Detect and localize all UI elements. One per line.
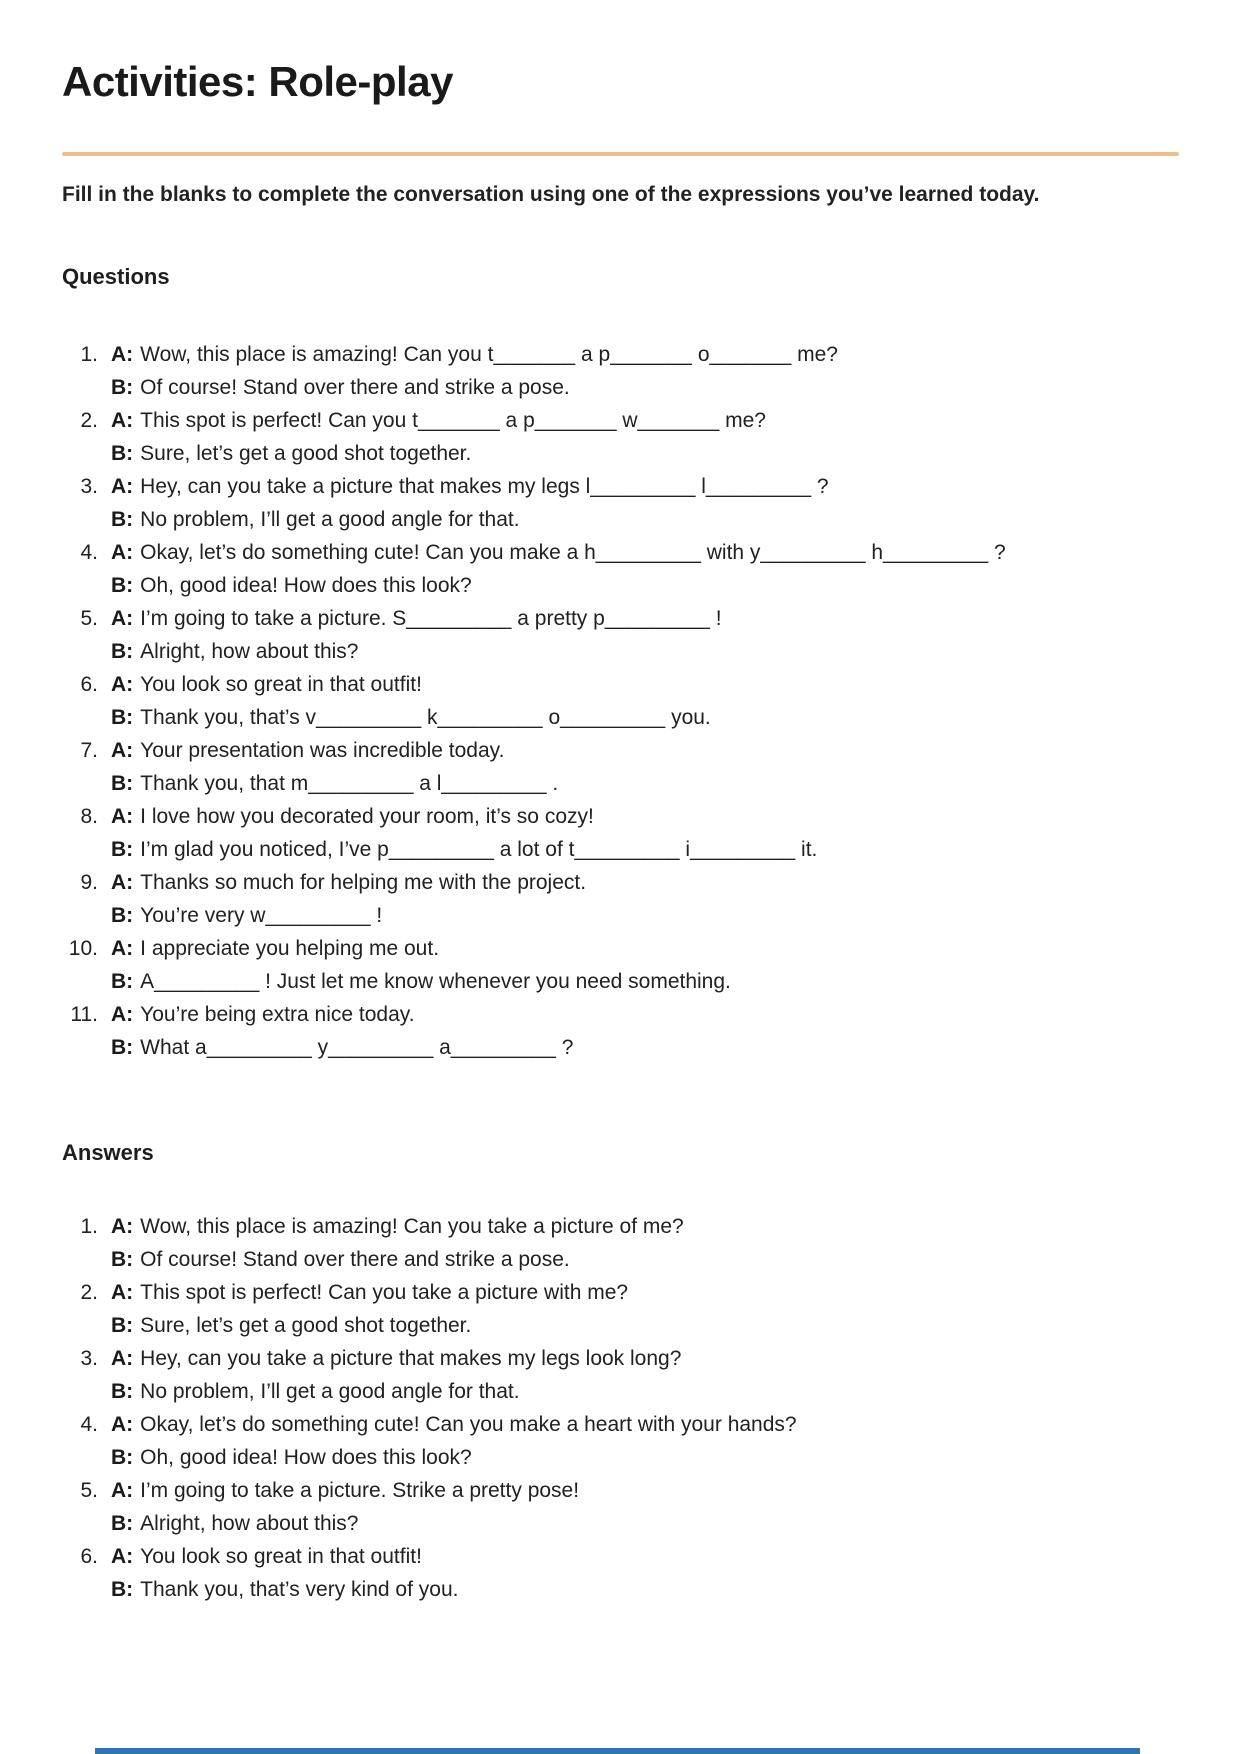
dialog-line-a — [62, 998, 1179, 1031]
dialog-b-text: Thank you, that m_________ a l_________ . — [140, 772, 559, 795]
dialog-line-b — [62, 899, 1179, 932]
item-number: 5. — [80, 1479, 98, 1502]
speaker-b-label: B: — [111, 1248, 134, 1271]
instruction-text: Fill in the blanks to complete the conversation using one of the expressions you’ve learned today. — [62, 183, 1040, 206]
speaker-b-label: B: — [111, 376, 134, 399]
dialog-line-a — [62, 536, 1179, 569]
dialog-item — [62, 800, 1179, 866]
speaker-a-label: A: — [111, 1545, 134, 1568]
dialog-line-b — [62, 767, 1179, 800]
speaker-b-label: B: — [111, 442, 134, 465]
dialog-line-b — [62, 965, 1179, 998]
speaker-b-label: B: — [111, 508, 134, 531]
item-number: 11. — [70, 1003, 98, 1026]
dialog-line-b — [62, 569, 1179, 602]
dialog-a-text: Wow, this place is amazing! Can you take a picture of me? — [140, 1215, 684, 1238]
speaker-a-label: A: — [111, 739, 134, 762]
dialog-line-a — [62, 1210, 1179, 1243]
page-title: Activities: Role-play — [62, 58, 453, 105]
answers-heading: Answers — [62, 1140, 154, 1165]
dialog-line-a — [62, 1474, 1179, 1507]
dialog-line-b — [62, 701, 1179, 734]
dialog-a-text: Wow, this place is amazing! Can you t_______ a p_______ o_______ me? — [140, 343, 838, 366]
item-number: 1. — [80, 343, 98, 366]
answers-section — [62, 1140, 1179, 1606]
item-number: 2. — [80, 1281, 98, 1304]
dialog-a-text: I’m going to take a picture. Strike a pretty pose! — [140, 1479, 580, 1502]
dialog-line-b — [62, 437, 1179, 470]
page-bottom-bar — [95, 1748, 1140, 1754]
dialog-a-text: This spot is perfect! Can you take a picture with me? — [140, 1281, 629, 1304]
dialog-line-a — [62, 866, 1179, 899]
dialog-line-b — [62, 371, 1179, 404]
speaker-a-label: A: — [111, 1479, 134, 1502]
dialog-line-a — [62, 1540, 1179, 1573]
dialog-line-a — [62, 470, 1179, 503]
dialog-b-text: Of course! Stand over there and strike a pose. — [140, 1248, 570, 1271]
dialog-a-text: You look so great in that outfit! — [140, 1545, 422, 1568]
speaker-b-label: B: — [111, 706, 134, 729]
dialog-a-text: This spot is perfect! Can you t_______ a p_______ w_______ me? — [140, 409, 766, 432]
speaker-a-label: A: — [111, 1281, 134, 1304]
dialog-item — [62, 1210, 1179, 1276]
dialog-item — [62, 602, 1179, 668]
dialog-b-text: A_________ ! Just let me know whenever you need something. — [140, 970, 731, 993]
speaker-b-label: B: — [111, 1380, 134, 1403]
accent-rule — [62, 152, 1179, 156]
dialog-b-text: You’re very w_________ ! — [140, 904, 383, 927]
dialog-item — [62, 536, 1179, 602]
speaker-a-label: A: — [111, 871, 134, 894]
dialog-item — [62, 1474, 1179, 1540]
speaker-b-label: B: — [111, 1578, 134, 1601]
dialog-b-text: Alright, how about this? — [140, 1512, 359, 1535]
speaker-b-label: B: — [111, 574, 134, 597]
dialog-b-text: Thank you, that’s v_________ k_________ o_________ you. — [140, 706, 711, 729]
dialog-b-text: Sure, let’s get a good shot together. — [140, 442, 472, 465]
item-number: 4. — [80, 541, 98, 564]
dialog-b-text: Of course! Stand over there and strike a pose. — [140, 376, 570, 399]
dialog-b-text: Thank you, that’s very kind of you. — [140, 1578, 459, 1601]
questions-section — [62, 264, 1179, 1064]
dialog-a-text: Thanks so much for helping me with the project. — [140, 871, 587, 894]
dialog-b-text: What a_________ y_________ a_________ ? — [140, 1036, 574, 1059]
speaker-a-label: A: — [111, 409, 134, 432]
dialog-a-text: Okay, let’s do something cute! Can you make a h_________ with y_________ h_________ ? — [140, 541, 1006, 564]
dialog-item — [62, 932, 1179, 998]
speaker-a-label: A: — [111, 1003, 134, 1026]
dialog-b-text: Oh, good idea! How does this look? — [140, 574, 472, 597]
item-number: 2. — [80, 409, 98, 432]
dialog-item — [62, 1408, 1179, 1474]
dialog-item — [62, 668, 1179, 734]
dialog-line-a — [62, 404, 1179, 437]
speaker-a-label: A: — [111, 1347, 134, 1370]
speaker-b-label: B: — [111, 640, 134, 663]
item-number: 5. — [80, 607, 98, 630]
speaker-a-label: A: — [111, 343, 134, 366]
speaker-a-label: A: — [111, 673, 134, 696]
dialog-line-a — [62, 734, 1179, 767]
answers-list — [62, 1210, 1179, 1606]
dialog-item — [62, 866, 1179, 932]
item-number: 3. — [80, 475, 98, 498]
speaker-b-label: B: — [111, 970, 134, 993]
dialog-line-b — [62, 1573, 1179, 1606]
item-number: 9. — [80, 871, 98, 894]
dialog-line-b — [62, 503, 1179, 536]
dialog-item — [62, 734, 1179, 800]
dialog-line-b — [62, 1243, 1179, 1276]
dialog-b-text: I’m glad you noticed, I’ve p_________ a lot of t_________ i_________ it. — [140, 838, 818, 861]
dialog-a-text: Your presentation was incredible today. — [140, 739, 505, 762]
dialog-line-a — [62, 800, 1179, 833]
dialog-item — [62, 404, 1179, 470]
speaker-a-label: A: — [111, 1413, 134, 1436]
questions-list — [62, 338, 1179, 1064]
dialog-item — [62, 1276, 1179, 1342]
dialog-a-text: I’m going to take a picture. S_________ a pretty p_________ ! — [140, 607, 722, 630]
speaker-b-label: B: — [111, 1512, 134, 1535]
dialog-line-b — [62, 833, 1179, 866]
dialog-a-text: I love how you decorated your room, it’s so cozy! — [140, 805, 594, 828]
speaker-b-label: B: — [111, 838, 134, 861]
dialog-item — [62, 1540, 1179, 1606]
dialog-line-b — [62, 635, 1179, 668]
dialog-line-b — [62, 1375, 1179, 1408]
speaker-b-label: B: — [111, 1314, 134, 1337]
dialog-line-b — [62, 1309, 1179, 1342]
speaker-b-label: B: — [111, 772, 134, 795]
dialog-line-b — [62, 1031, 1179, 1064]
speaker-b-label: B: — [111, 1036, 134, 1059]
item-number: 8. — [80, 805, 98, 828]
item-number: 3. — [80, 1347, 98, 1370]
dialog-a-text: You look so great in that outfit! — [140, 673, 422, 696]
item-number: 4. — [80, 1413, 98, 1436]
speaker-b-label: B: — [111, 904, 134, 927]
speaker-a-label: A: — [111, 541, 134, 564]
dialog-a-text: I appreciate you helping me out. — [140, 937, 440, 960]
dialog-line-a — [62, 668, 1179, 701]
dialog-line-a — [62, 602, 1179, 635]
dialog-line-a — [62, 338, 1179, 371]
dialog-a-text: Hey, can you take a picture that makes my legs l_________ l_________ ? — [140, 475, 829, 498]
speaker-a-label: A: — [111, 607, 134, 630]
dialog-line-b — [62, 1507, 1179, 1540]
dialog-item — [62, 998, 1179, 1064]
dialog-item — [62, 1342, 1179, 1408]
dialog-a-text: You’re being extra nice today. — [140, 1003, 415, 1026]
questions-heading: Questions — [62, 264, 170, 289]
item-number: 6. — [80, 673, 98, 696]
speaker-a-label: A: — [111, 475, 134, 498]
speaker-a-label: A: — [111, 937, 134, 960]
dialog-b-text: Oh, good idea! How does this look? — [140, 1446, 472, 1469]
dialog-line-a — [62, 1276, 1179, 1309]
dialog-a-text: Hey, can you take a picture that makes my legs look long? — [140, 1347, 682, 1370]
item-number: 10. — [68, 937, 98, 960]
dialog-b-text: No problem, I’ll get a good angle for that. — [140, 1380, 520, 1403]
speaker-b-label: B: — [111, 1446, 134, 1469]
item-number: 6. — [80, 1545, 98, 1568]
dialog-line-a — [62, 932, 1179, 965]
item-number: 7. — [80, 739, 98, 762]
dialog-line-b — [62, 1441, 1179, 1474]
dialog-line-a — [62, 1342, 1179, 1375]
dialog-b-text: No problem, I’ll get a good angle for that. — [140, 508, 520, 531]
dialog-b-text: Sure, let’s get a good shot together. — [140, 1314, 472, 1337]
dialog-line-a — [62, 1408, 1179, 1441]
dialog-item — [62, 338, 1179, 404]
speaker-a-label: A: — [111, 805, 134, 828]
speaker-a-label: A: — [111, 1215, 134, 1238]
dialog-a-text: Okay, let’s do something cute! Can you make a heart with your hands? — [140, 1413, 797, 1436]
item-number: 1. — [80, 1215, 98, 1238]
dialog-b-text: Alright, how about this? — [140, 640, 359, 663]
dialog-item — [62, 470, 1179, 536]
